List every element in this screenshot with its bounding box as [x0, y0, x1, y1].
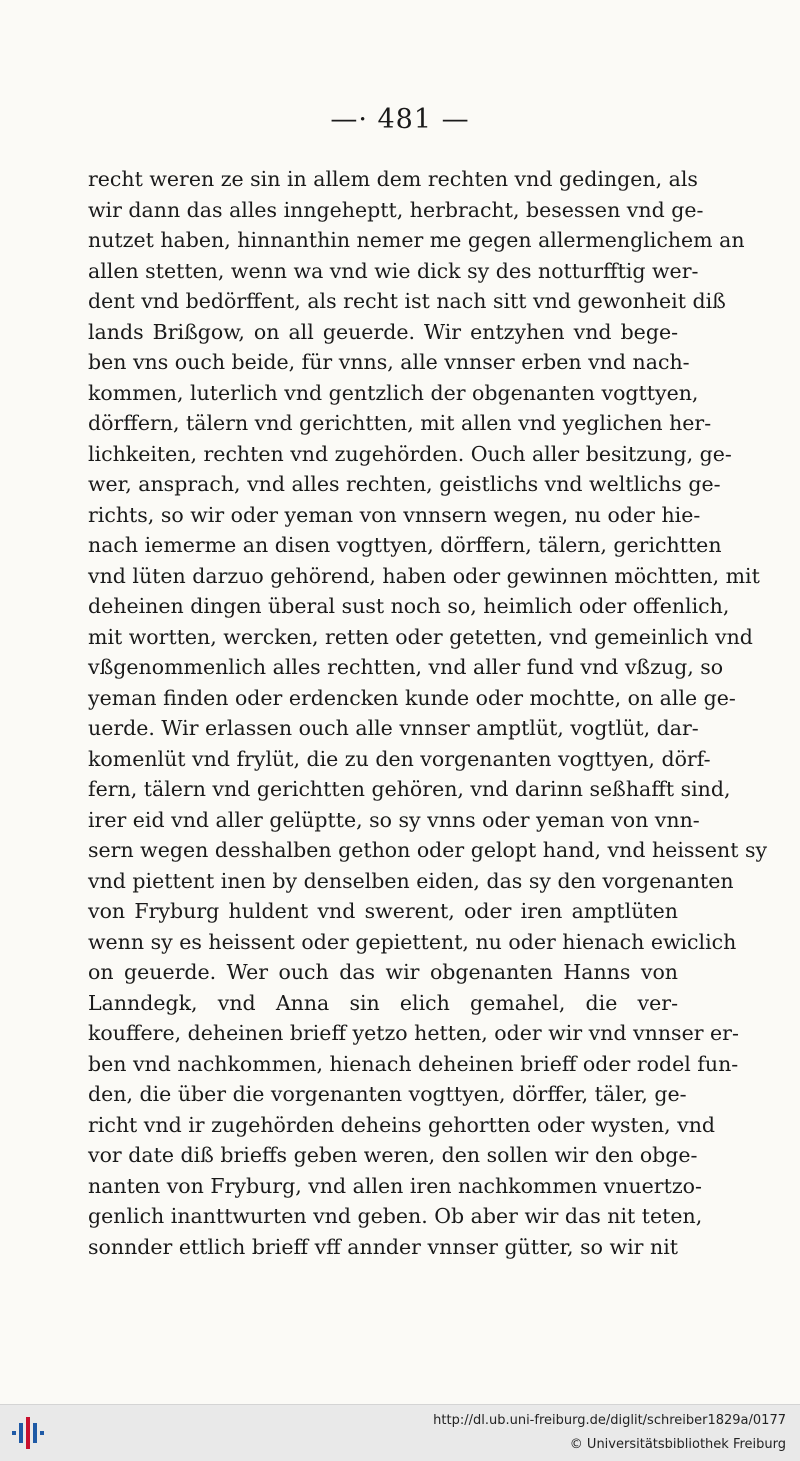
text-line: wer, ansprach, vnd alles rechten, geistlichs vnd weltlichs ge-	[88, 472, 721, 496]
text-line: vnd piettent inen by denselben eiden, das sy den vorgenanten	[88, 868, 734, 893]
body-text	[88, 164, 768, 1262]
text-line: recht weren ze sin in allem dem rechten vnd gedingen, als	[88, 167, 698, 191]
text-line: yeman finden oder erdencken kunde oder mochtte, on alle ge-	[88, 685, 736, 710]
text-line: lands Brißgow, on all geuerde. Wir entzyhen vnd bege-	[88, 319, 678, 344]
text-line: kommen, luterlich vnd gentzlich der obgenanten vogttyen,	[88, 380, 699, 405]
text-line: Lanndegk, vnd Anna sin elich gemahel, die ver-	[88, 990, 678, 1015]
text-line: sern wegen desshalben gethon oder gelopt hand, vnd heissent sy	[88, 838, 768, 862]
text-line: nanten von Fryburg, vnd allen iren nachkommen vnuertzo-	[88, 1173, 702, 1198]
source-url-link[interactable]: http://dl.ub.uni-freiburg.de/diglit/schreiber1829a/0177	[433, 1413, 786, 1428]
text-line: nach iemerme an disen vogttyen, dörffern, tälern, gerichtten	[88, 533, 722, 557]
text-line: kouffere, deheinen brieff yetzo hetten, oder wir vnd vnnser er-	[88, 1021, 739, 1045]
text-line: sonnder ettlich brieff vff annder vnnser gütter, so wir nit	[88, 1234, 678, 1259]
text-line: komenlüt vnd frylüt, die zu den vorgenanten vogttyen, dörf-	[88, 746, 711, 771]
text-line: lichkeiten, rechten vnd zugehörden. Ouch aller besitzung, ge-	[88, 441, 732, 466]
text-line: von Fryburg huldent vnd swerent, oder iren amptlüten	[88, 899, 678, 923]
text-line: wir dann das alles inngeheptt, herbracht, besessen vnd ge-	[88, 197, 704, 222]
text-line: vßgenommenlich alles rechtten, vnd aller fund vnd vßzug, so	[88, 655, 724, 679]
text-line: vor date diß brieffs geben weren, den sollen wir den obge-	[88, 1143, 698, 1167]
text-line: mit wortten, wercken, retten oder getetten, vnd gemeinlich vnd	[88, 624, 753, 649]
text-line: genlich inanttwurten vnd geben. Ob aber wir das nit teten,	[88, 1204, 703, 1228]
page-number: —· 481 —	[330, 104, 470, 135]
text-line: irer eid vnd aller gelüptte, so sy vnns oder yeman von vnn-	[88, 807, 700, 832]
text-line: ben vnd nachkommen, hienach deheinen brieff oder rodel fun-	[88, 1051, 739, 1076]
text-line: richts, so wir oder yeman von vnnsern wegen, nu oder hie-	[88, 502, 701, 527]
text-line: wenn sy es heissent oder gepiettent, nu oder hienach ewiclich	[88, 929, 737, 954]
text-line: den, die über die vorgenanten vogttyen, dörffer, täler, ge-	[88, 1082, 687, 1106]
text-line: allen stetten, wenn wa vnd wie dick sy des notturfftig wer-	[88, 258, 699, 283]
footer-bar	[0, 1404, 800, 1461]
copyright-notice: © Universitätsbibliothek Freiburg	[569, 1437, 786, 1452]
text-line: dörffern, tälern vnd gerichtten, mit allen vnd yeglichen her-	[88, 411, 712, 435]
text-line: on geuerde. Wer ouch das wir obgenanten Hanns von	[88, 960, 678, 984]
text-line: nutzet haben, hinnanthin nemer me gegen allermenglichem an	[88, 228, 745, 252]
text-line: dent vnd bedörffent, als recht ist nach sitt vnd gewonheit diß	[88, 289, 726, 313]
text-line: ben vns ouch beide, für vnns, alle vnnser erben vnd nach-	[88, 350, 690, 374]
text-line: deheinen dingen überal sust noch so, heimlich oder offenlich,	[88, 594, 730, 618]
text-line: fern, tälern vnd gerichtten gehören, vnd darinn seßhafft sind,	[88, 777, 731, 801]
text-line: richt vnd ir zugehörden deheins gehortten oder wysten, vnd	[88, 1112, 716, 1137]
ub-freiburg-logo-icon[interactable]	[10, 1413, 54, 1453]
text-line: vnd lüten darzuo gehörend, haben oder gewinnen möchtten, mit	[88, 563, 760, 588]
text-line: uerde. Wir erlassen ouch alle vnnser amptlüt, vogtlüt, dar-	[88, 716, 699, 740]
